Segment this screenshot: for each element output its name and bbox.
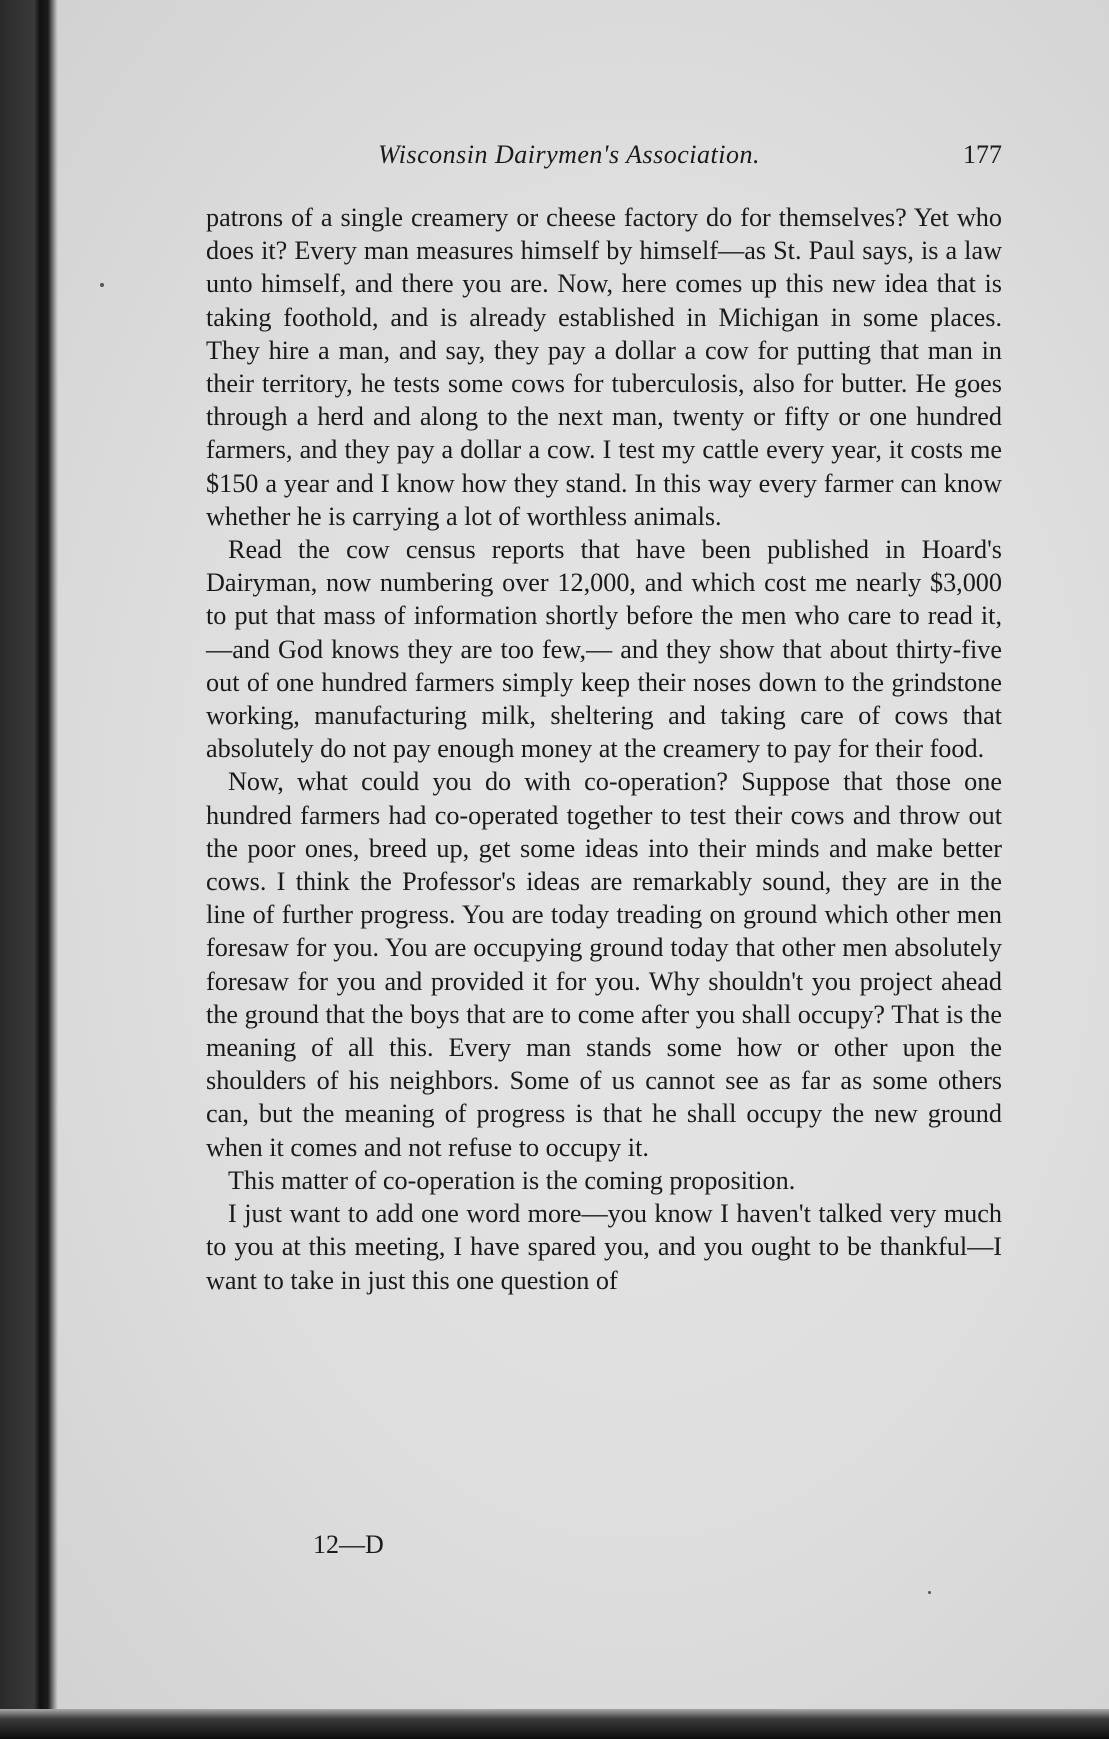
paper-speck bbox=[100, 283, 104, 287]
paragraph-4: This matter of co-operation is the coming proposition. bbox=[228, 1165, 796, 1195]
running-title: Wisconsin Dairymen's Association. bbox=[378, 140, 760, 169]
running-head bbox=[328, 140, 1002, 180]
paper-speck bbox=[928, 1591, 931, 1594]
paragraph-3: Now, what could you do with co-operation? Suppose that those one hundred farmers had co-operated together to test their cows and throw out the poor ones, breed up, get some ideas into their minds and make better cows. I think the Professor's ideas are remarkably sound, they are in the line of further progress. You are today treading on ground which other men foresaw for you. You are occupying ground today that other men absolutely foresaw for you and provided it for you. Why shouldn't you project ahead the ground that the boys that are to come after you shall occupy? That is the meaning of all this. Every man stands some how or other upon the shoulders of his neighbors. Some of us cannot see as far as some others can, but the meaning of progress is that he shall occupy the new ground when it comes and not refuse to occupy it. bbox=[206, 767, 1002, 1162]
signature-mark: 12—D bbox=[313, 1530, 384, 1559]
book-binding-edge bbox=[0, 0, 58, 1739]
body-text bbox=[206, 201, 1002, 1297]
page-number: 177 bbox=[963, 140, 1002, 169]
paragraph-1: patrons of a single creamery or cheese factory do for themselves? Yet who does it? Every man measures himself by himself—as St. Paul says, is a law unto himself, and there you are. Now, here comes up this new idea that is taking foothold, and is already established in Michigan in some places. They hire a man, and say, they pay a dollar a cow for putting that man in their territory, he tests some cows for tuberculosis, also for butter. He goes through a herd and along to the next man, twenty or fifty or one hundred farmers, and they pay a dollar a cow. I test my cattle every year, it costs me $150 a year and I know how they stand. In this way every farmer can know whether he is carrying a lot of worthless animals. bbox=[206, 203, 1002, 531]
paragraph-2: Read the cow census reports that have been published in Hoard's Dairyman, now numbering over 12,000, and which cost me nearly $3,000 to put that mass of information shortly before the men who care to read it,—and God knows they are too few,— and they show that about thirty-five out of one hundred farmers simply keep their noses down to the grindstone working, manufacturing milk, sheltering and taking care of cows that absolutely do not pay enough money at the creamery to pay for their food. bbox=[206, 535, 1002, 764]
scan-bottom-edge bbox=[0, 1709, 1109, 1739]
book-page bbox=[58, 0, 1109, 1709]
paragraph-5: I just want to add one word more—you know I haven't talked very much to you at this meeting, I have spared you, and you ought to be thankful—I want to take in just this one question of bbox=[206, 1199, 1002, 1295]
